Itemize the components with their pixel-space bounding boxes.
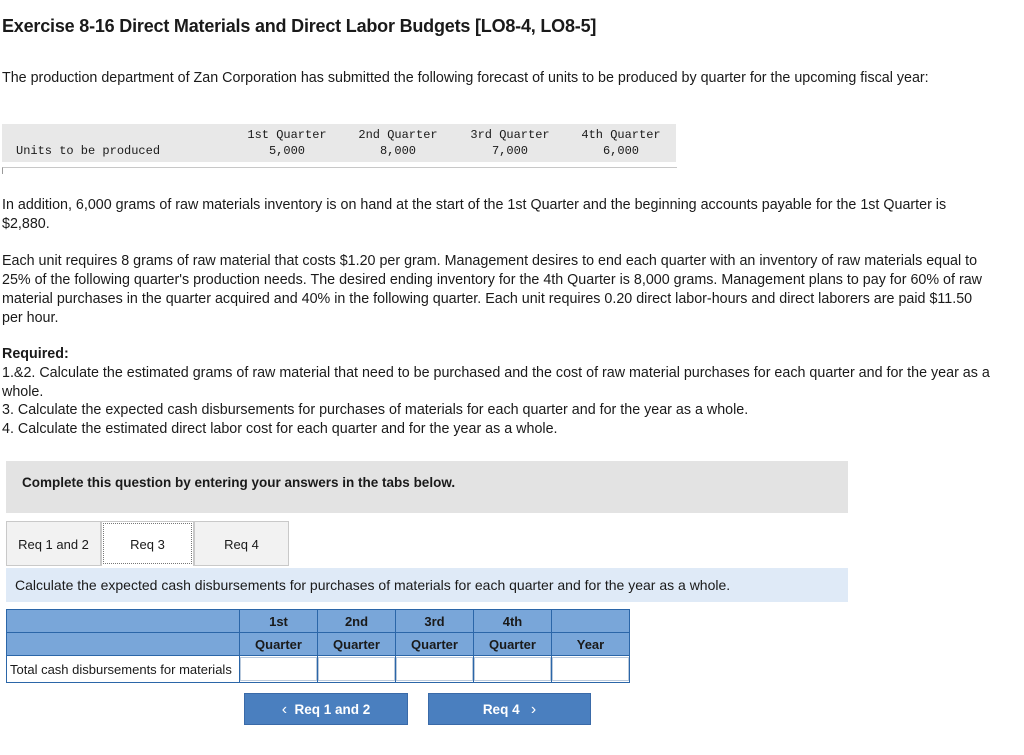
- answer-header-q2: Quarter: [318, 633, 396, 656]
- next-button-label: Req 4: [482, 702, 520, 717]
- forecast-row-label: Units to be produced: [16, 144, 161, 158]
- intro-paragraph: The production department of Zan Corporation has submitted the following forecast of units to be produced by quarter for the upcoming fiscal year:: [2, 70, 929, 86]
- cash-disbursements-q2-input[interactable]: [318, 657, 395, 681]
- prev-button[interactable]: [244, 693, 408, 725]
- cash-disbursements-q3-input[interactable]: [396, 657, 473, 681]
- forecast-table: [2, 124, 676, 162]
- answer-header-q1: Quarter: [240, 633, 318, 656]
- answer-header-q3: Quarter: [396, 633, 474, 656]
- forecast-header-q1: 1st Quarter: [247, 128, 327, 142]
- forecast-value-q2: 8,000: [379, 144, 416, 158]
- forecast-divider: [2, 167, 677, 174]
- answer-header-q4: Quarter: [474, 633, 552, 656]
- chevron-right-icon: ›: [530, 701, 537, 718]
- instructions-banner-text: Complete this question by entering your answers in the tabs below.: [22, 475, 456, 490]
- prev-button-label: Req 1 and 2: [294, 702, 371, 717]
- answer-cell-q1: [240, 656, 318, 683]
- forecast-value-q3: 7,000: [491, 144, 528, 158]
- required-item-1: 1.&2. Calculate the estimated grams of raw material that need to be purchased and the cost of raw material purchases for each quarter and for the year as a whole.: [2, 365, 990, 400]
- answer-header-q4-top: 4th: [474, 610, 552, 633]
- answer-row-label: Total cash disbursements for materials: [7, 656, 240, 683]
- answer-cell-year: [552, 656, 630, 683]
- tab-instruction-text: Calculate the expected cash disbursements for purchases of materials for each quarter and for the year as a whole.: [15, 577, 731, 593]
- forecast-value-q4: 6,000: [602, 144, 639, 158]
- requirements-paragraph: Each unit requires 8 grams of raw material that costs $1.20 per gram. Management desires to end each quarter with an inventory of raw materials equal to 25% of the following quarter's production needs. The desired ending inventory for the 4th Quarter is 8,000 grams. Management plans to pay for 60% of raw material purchases in the quarter acquired and 40% in the following quarter. Each unit requires 0.20 direct labor-hours and direct laborers are paid $11.50 per hour.: [2, 253, 982, 326]
- answer-cell-q3: [396, 656, 474, 683]
- tab-instruction: [6, 568, 848, 602]
- required-item-3: 3. Calculate the expected cash disbursements for purchases of materials for each quarter and for the year as a whole.: [2, 402, 749, 418]
- forecast-header-q3: 3rd Quarter: [470, 128, 550, 142]
- answer-header-blank: [7, 610, 240, 633]
- answer-header-q2-top: 2nd: [318, 610, 396, 633]
- required-heading: Required:: [2, 346, 69, 362]
- inventory-paragraph: In addition, 6,000 grams of raw materials inventory is on hand at the start of the 1st Quarter and the beginning accounts payable for the 1st Quarter is $2,880.: [2, 197, 947, 232]
- answer-header-year: Year: [552, 633, 630, 656]
- answer-cell-q4: [474, 656, 552, 683]
- answer-table: [6, 609, 630, 683]
- page-title: Exercise 8-16 Direct Materials and Direct Labor Budgets [LO8-4, LO8-5]: [2, 16, 597, 36]
- answer-header-q3-top: 3rd: [396, 610, 474, 633]
- tab-req-3[interactable]: Req 3: [101, 521, 194, 566]
- answer-header-blank-2: [7, 633, 240, 656]
- next-button[interactable]: [428, 693, 591, 725]
- tab-req-1-and-2[interactable]: Req 1 and 2: [6, 521, 101, 566]
- answer-cell-q2: [318, 656, 396, 683]
- required-item-4: 4. Calculate the estimated direct labor cost for each quarter and for the year as a whole.: [2, 421, 558, 437]
- cash-disbursements-q4-input[interactable]: [474, 657, 551, 681]
- forecast-value-q1: 5,000: [268, 144, 305, 158]
- chevron-left-icon: ‹: [281, 701, 288, 718]
- forecast-header-q2: 2nd Quarter: [358, 128, 438, 142]
- tab-req-4[interactable]: Req 4: [194, 521, 289, 566]
- forecast-header-q4: 4th Quarter: [581, 128, 661, 142]
- answer-header-q1-top: 1st: [240, 610, 318, 633]
- cash-disbursements-year-input[interactable]: [552, 657, 629, 681]
- cash-disbursements-q1-input[interactable]: [240, 657, 317, 681]
- answer-header-year-top: [552, 610, 630, 633]
- instructions-banner: [6, 461, 848, 513]
